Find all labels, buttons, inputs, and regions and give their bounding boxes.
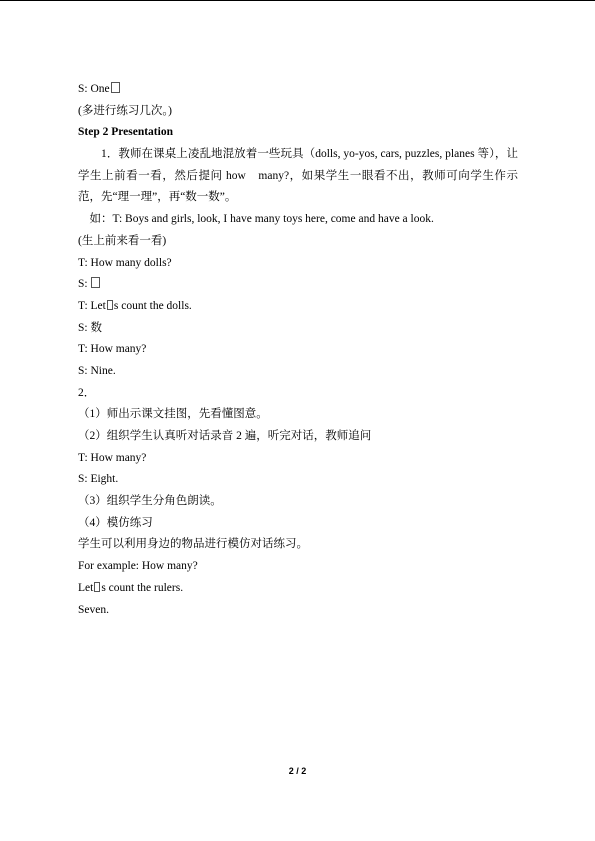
missing-glyph-box: [107, 300, 113, 310]
text-line: S: 数: [78, 321, 102, 334]
text-line: 如：T: Boys and girls, look, I have many toys here, come and have a look.: [89, 213, 434, 226]
paragraph: 1．教师在课桌上凌乱地混放着一些玩具（dolls, yo-yos, cars, puzzles, planes 等），让学生上前看一看，然后提问 how many?，如果学生一眼看不出，教师可向学生作示范，先“理一理”，再“数一数”。: [78, 148, 518, 204]
text-line: S: Eight.: [78, 473, 119, 486]
text-line: （3）组织学生分角色朗读。: [78, 495, 222, 508]
text-line: [78, 79, 518, 101]
header-rule: [0, 0, 595, 1]
text-span: S: One: [78, 83, 110, 95]
text-line: （2）组织学生认真听对话录音 2 遍，听完对话，教师追问: [78, 430, 372, 443]
text-line: [78, 274, 518, 296]
text-span: s count the rulers.: [101, 581, 184, 594]
text-line: （1）师出示课文挂图，先看懂图意。: [78, 408, 268, 421]
text-line: 2．: [78, 386, 96, 399]
text-line: [78, 296, 518, 318]
missing-glyph-box: [94, 582, 100, 592]
text-span: T: Let: [78, 299, 106, 312]
missing-glyph-box: [91, 277, 100, 288]
text-line: T: How many dolls?: [78, 256, 172, 269]
text-line: [78, 578, 518, 600]
text-line: S: Nine.: [78, 364, 116, 377]
text-line: T: How many?: [78, 343, 147, 356]
text-line: (多进行练习几次。): [78, 104, 172, 117]
section-heading: Step 2 Presentation: [78, 126, 173, 139]
document-body: [78, 79, 518, 621]
text-line: For example: How many?: [78, 560, 198, 573]
text-line: Seven.: [78, 603, 109, 616]
text-line: （4）模仿练习: [78, 516, 153, 529]
text-line: (生上前来看一看): [78, 234, 167, 247]
text-span: S:: [78, 278, 88, 291]
text-line: 学生可以利用身边的物品进行模仿对话练习。: [78, 538, 308, 551]
page-number: 2 / 2: [288, 766, 307, 776]
missing-glyph-box: [111, 82, 120, 93]
text-line: T: How many?: [78, 451, 147, 464]
text-span: s count the dolls.: [113, 299, 192, 312]
text-span: Let: [78, 581, 94, 594]
